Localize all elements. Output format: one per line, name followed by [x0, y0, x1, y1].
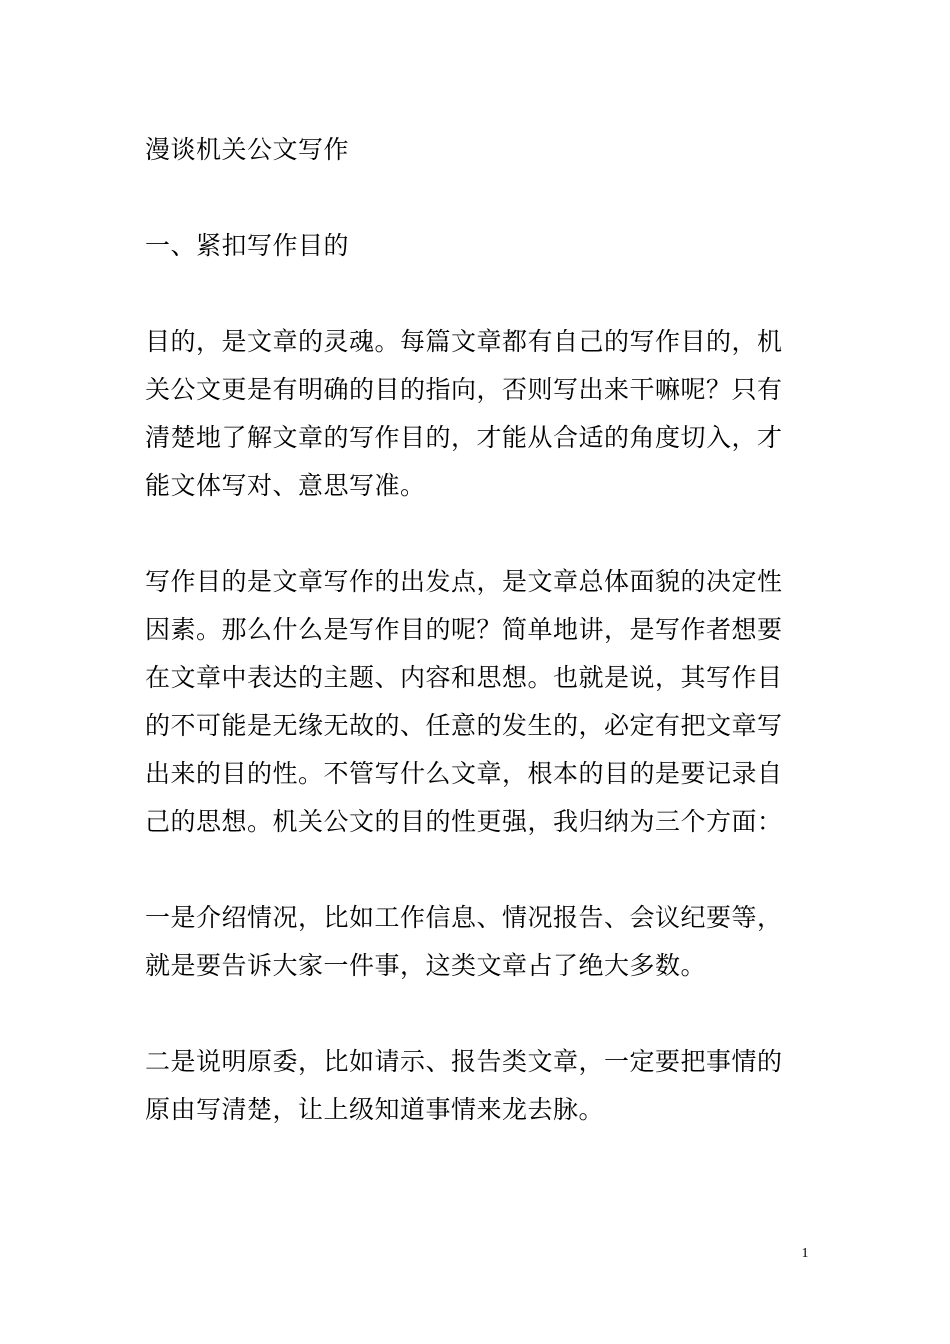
- blank-line: [145, 174, 805, 222]
- blank-line: [145, 990, 805, 1038]
- paragraph-4: [145, 1038, 805, 1134]
- paragraph-3: [145, 894, 805, 990]
- paragraph-line: 出来的目的性。不管写什么文章，根本的目的是要记录自: [145, 759, 783, 788]
- page-number: 1: [801, 1246, 809, 1261]
- document-title: 漫谈机关公文写作: [145, 135, 350, 164]
- paragraph-line: 关公文更是有明确的目的指向，否则写出来干嘛呢？只有: [145, 375, 783, 404]
- section-heading: 一、紧扣写作目的: [145, 231, 350, 260]
- paragraph-2: [145, 558, 805, 846]
- paragraph-line: 因素。那么什么是写作目的呢？简单地讲，是写作者想要: [145, 615, 783, 644]
- paragraph-1: [145, 318, 805, 510]
- paragraph-line: 的不可能是无缘无故的、任意的发生的，必定有把文章写: [145, 711, 783, 740]
- blank-line: [145, 846, 805, 894]
- paragraph-line: 就是要告诉大家一件事，这类文章占了绝大多数。: [145, 951, 707, 980]
- document-body: [145, 126, 805, 1134]
- paragraph-line: 原由写清楚，让上级知道事情来龙去脉。: [145, 1095, 605, 1124]
- paragraph-line: 在文章中表达的主题、内容和思想。也就是说，其写作目: [145, 663, 783, 692]
- paragraph-line: 写作目的是文章写作的出发点，是文章总体面貌的决定性: [145, 567, 783, 596]
- paragraph-line: 己的思想。机关公文的目的性更强，我归纳为三个方面：: [145, 807, 783, 836]
- paragraph-line: 能文体写对、意思写准。: [145, 471, 426, 500]
- blank-line: [145, 270, 805, 318]
- paragraph-line: 清楚地了解文章的写作目的，才能从合适的角度切入，才: [145, 423, 783, 452]
- paragraph-line: 目的，是文章的灵魂。每篇文章都有自己的写作目的，机: [145, 327, 783, 356]
- paragraph-line: 二是说明原委，比如请示、报告类文章，一定要把事情的: [145, 1047, 783, 1076]
- paragraph-line: 一是介绍情况，比如工作信息、情况报告、会议纪要等，: [145, 903, 783, 932]
- blank-line: [145, 510, 805, 558]
